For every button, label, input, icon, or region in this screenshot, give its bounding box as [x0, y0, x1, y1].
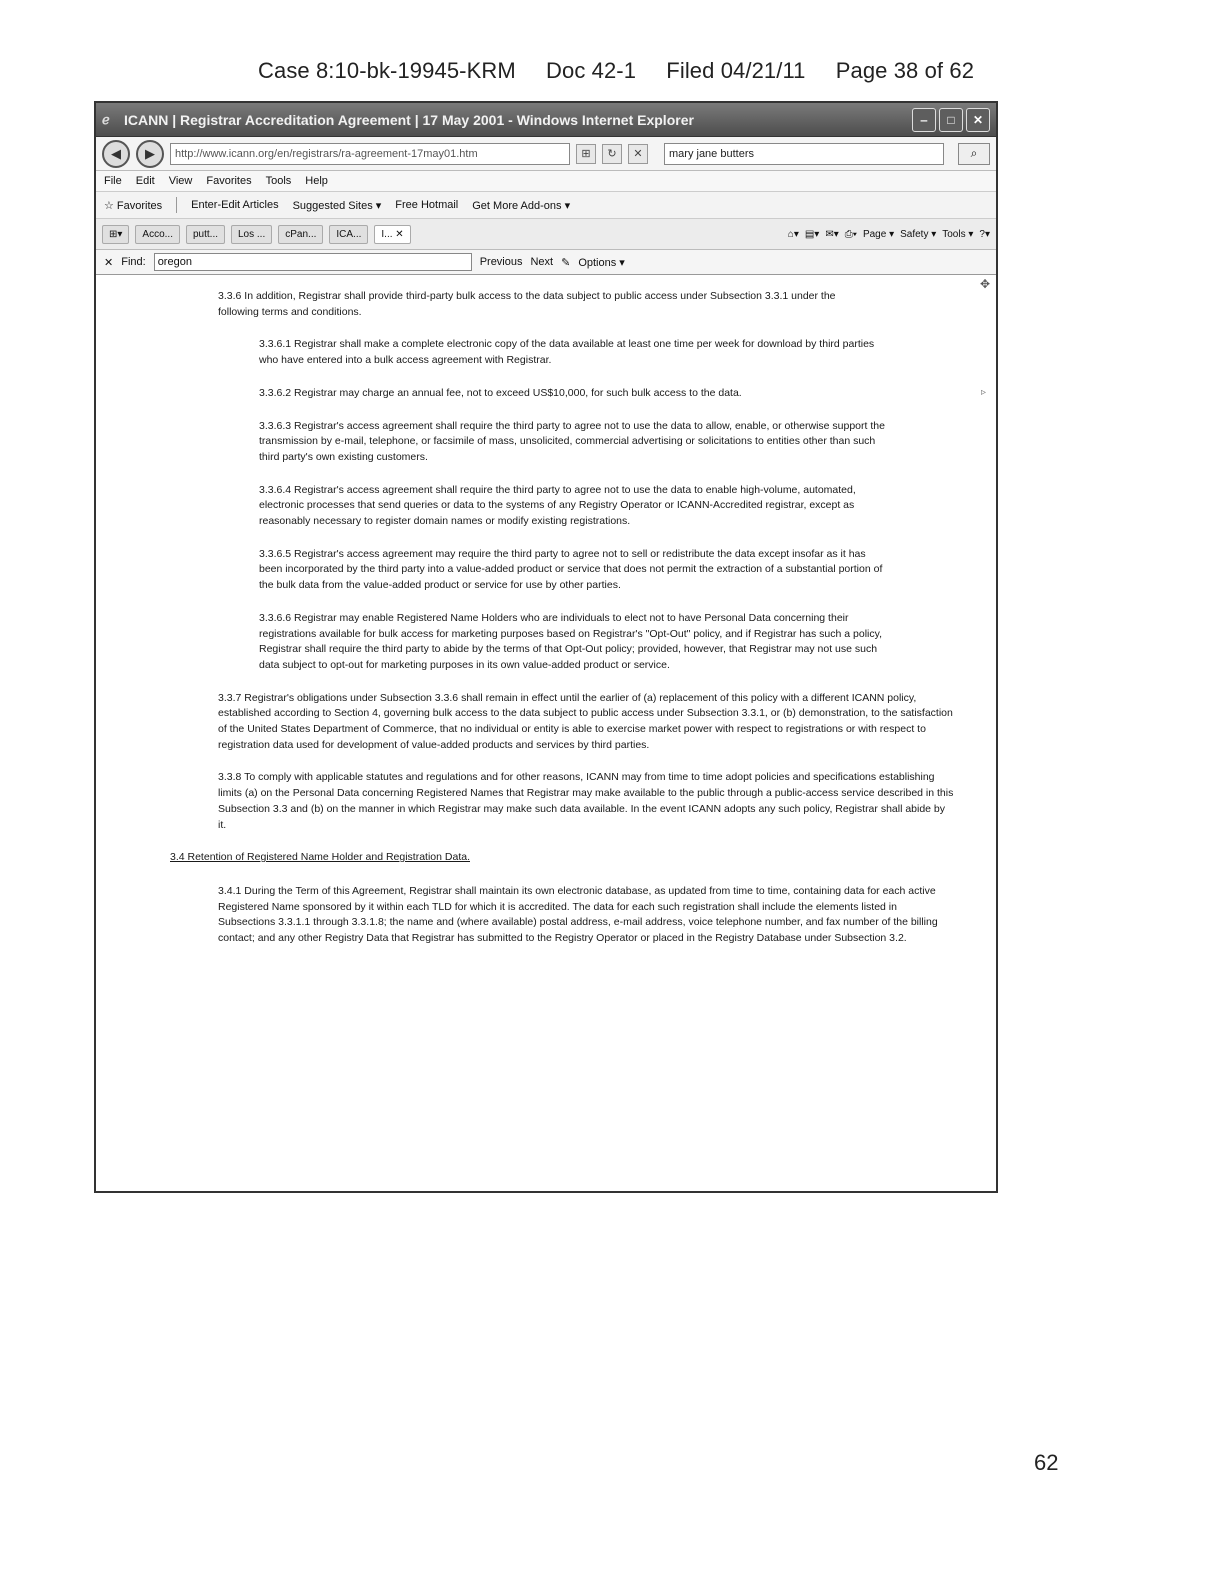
- back-button[interactable]: ◀: [102, 140, 130, 168]
- tab-5[interactable]: ICA...: [329, 225, 368, 244]
- search-input[interactable]: mary jane butters: [664, 143, 944, 165]
- mail-icon[interactable]: ✉▾: [825, 228, 839, 240]
- section-heading-3-4[interactable]: 3.4 Retention of Registered Name Holder and Registration Data.: [170, 851, 470, 864]
- cursor-icon: ▹: [980, 387, 986, 398]
- fav-get-addons[interactable]: Get More Add-ons ▾: [472, 199, 571, 212]
- find-options-button[interactable]: Options ▾: [578, 256, 625, 269]
- paragraph-3-3-6-2: 3.3.6.2 Registrar may charge an annual fee, not to exceed US$10,000, for such bulk access to the data.: [259, 386, 742, 399]
- address-bar: [96, 137, 996, 171]
- fav-enter-edit[interactable]: Enter-Edit Articles: [191, 199, 279, 211]
- page-content: [96, 275, 996, 947]
- favorites-label: Favorites: [116, 199, 163, 212]
- find-input[interactable]: oregon: [154, 253, 472, 271]
- fav-suggested-sites[interactable]: Suggested Sites ▾: [292, 199, 382, 212]
- paragraph-3-3-6-1: 3.3.6.1 Registrar shall make a complete electronic copy of the data available at least one time per week for download by third parties who have entered into a bulk access agreement with Registrar.: [259, 338, 875, 367]
- menu-favorites[interactable]: Favorites: [206, 175, 252, 187]
- window-title: ICANN | Registrar Accreditation Agreement | 17 May 2001 - Windows Internet Explorer: [124, 111, 694, 128]
- quick-tabs-icon[interactable]: ⊞▾: [102, 225, 129, 244]
- highlight-icon[interactable]: ✎: [561, 256, 571, 269]
- paragraph-3-3-6-5: 3.3.6.5 Registrar's access agreement may require the third party to agree not to sell or redistribute the data except insofar as it has been incorporated by the third party into a value-added product or service that does not permit the extraction of a substantial portion of the bulk data from the value-added product or service for use by other parties.: [259, 547, 883, 592]
- print-icon[interactable]: ⎙▾: [844, 228, 857, 240]
- paragraph-3-3-6-6: 3.3.6.6 Registrar may enable Registered Name Holders who are individuals to elect not to have Personal Data concerning their registrations available for bulk access for marketing purposes based on Registrar's "Opt-Out" policy, and if Registrar has such a policy, Registrar shall require the third party to abide by the terms of that Opt-Out policy; provided, however, that Registrar may not use such data subject to opt-out for marketing purposes in its own value-added product or service.: [259, 611, 883, 671]
- find-close-icon[interactable]: ✕: [104, 256, 114, 269]
- help-icon[interactable]: ?▾: [979, 228, 990, 240]
- tab-2[interactable]: putt...: [186, 225, 225, 244]
- menu-bar: [96, 171, 996, 192]
- favorites-button[interactable]: ☆ Favorites: [104, 199, 163, 212]
- maximize-button[interactable]: □: [939, 108, 963, 132]
- close-button[interactable]: ✕: [966, 108, 990, 132]
- menu-help[interactable]: Help: [305, 175, 328, 187]
- page-number: 62: [1034, 1450, 1059, 1475]
- fav-free-hotmail[interactable]: Free Hotmail: [395, 199, 459, 211]
- case-number: Case 8:10-bk-19945-KRM: [258, 58, 516, 83]
- filed-date: Filed 04/21/11: [666, 58, 806, 83]
- compat-view-icon[interactable]: ⊞: [576, 144, 596, 164]
- feeds-icon[interactable]: ▤▾: [804, 228, 820, 240]
- paragraph-3-3-6: 3.3.6 In addition, Registrar shall provide third-party bulk access to the data subject to public access under Subsection 3.3.1 under the following terms and conditions.: [218, 290, 836, 318]
- paragraph-3-3-6-4: 3.3.6.4 Registrar's access agreement shall require the third party to agree not to use the data to enable high-volume, automated, electronic processes that send queries or data to the systems of any Registry Operator or ICANN-Accredited registrar, except as reasonably necessary to register domain names or modify existing registrations.: [259, 483, 856, 528]
- paragraph-3-3-8: 3.3.8 To comply with applicable statutes and regulations and for other reasons, ICANN may from time to time adopt policies and specifications establishing limits (a) on the Personal Data concerning Registered Names that Registrar may make available to the public through a public-access service described in this Subsection 3.3 and (b) on the manner in which Registrar may make such data available. In the event ICANN adopts any such policy, Registrar shall abide by it.: [218, 771, 954, 831]
- paragraph-3-4-1: 3.4.1 During the Term of this Agreement, Registrar shall maintain its own electronic database, as updated from time to time, containing data for each active Registered Name sponsored by it within each TLD for which it is accredited. The data for each such registration shall include the elements listed in Subsections 3.3.1.1 through 3.3.1.8; the name and (where available) postal address, e-mail address, voice telephone number, and fax number of the billing contact; and any other Registry Data that Registrar has submitted to the Registry Operator or placed in the Registry Database under Subsection 3.2.: [218, 884, 938, 945]
- url-input[interactable]: http://www.icann.org/en/registrars/ra-agreement-17may01.htm: [170, 143, 570, 165]
- find-previous-button[interactable]: Previous: [479, 256, 523, 268]
- home-icon[interactable]: ⌂▾: [787, 228, 799, 240]
- minimize-button[interactable]: ‒: [912, 108, 936, 132]
- find-next-button[interactable]: Next: [530, 256, 554, 268]
- tools-menu[interactable]: Tools ▾: [942, 228, 974, 240]
- case-header: [258, 58, 998, 84]
- tab-6[interactable]: I... ✕: [374, 225, 410, 244]
- title-bar: [96, 103, 996, 137]
- tab-3[interactable]: Los ...: [231, 225, 272, 244]
- menu-edit[interactable]: Edit: [135, 175, 155, 187]
- scroll-indicator-icon: ✥: [979, 277, 990, 291]
- page-menu[interactable]: Page ▾: [862, 228, 895, 240]
- ie-icon: ℯ: [102, 111, 110, 127]
- find-label: Find:: [121, 256, 146, 268]
- tab-4[interactable]: cPan...: [278, 225, 323, 244]
- separator: [176, 197, 177, 213]
- tab-bar: [96, 219, 996, 250]
- tab-1[interactable]: Acco...: [135, 225, 180, 244]
- doc-number: Doc 42-1: [546, 58, 637, 83]
- paragraph-3-3-6-3: 3.3.6.3 Registrar's access agreement shall require the third party to agree not to use the data to allow, enable, or otherwise support the transmission by e-mail, telephone, or facsimile of mass, unsolicited, commercial advertising or solicitations to entities other than such third party's own existing customers.: [259, 419, 885, 463]
- favorites-bar: [96, 192, 996, 219]
- refresh-icon[interactable]: ↻: [602, 144, 622, 164]
- stop-icon[interactable]: ✕: [628, 144, 648, 164]
- forward-button[interactable]: ▶: [136, 140, 164, 168]
- paragraph-3-3-7: 3.3.7 Registrar's obligations under Subsection 3.3.6 shall remain in effect until the earlier of (a) replacement of this policy with a different ICANN policy, established according to Section 4, governing bulk access to the data subject to public access under Subsection 3.3.1, or (b) demonstration, to the satisfaction of the United States Department of Commerce, that no individual or entity is able to exercise market power with respect to registrations or with respect to registration data used for development of value-added products and services by third parties.: [218, 691, 953, 751]
- menu-tools[interactable]: Tools: [265, 175, 292, 187]
- browser-window: [94, 101, 998, 1193]
- page-count: Page 38 of 62: [835, 58, 975, 83]
- menu-view[interactable]: View: [168, 175, 193, 187]
- find-bar: [96, 250, 996, 275]
- safety-menu[interactable]: Safety ▾: [900, 228, 937, 240]
- menu-file[interactable]: File: [104, 175, 122, 187]
- search-icon[interactable]: ⌕: [958, 143, 990, 165]
